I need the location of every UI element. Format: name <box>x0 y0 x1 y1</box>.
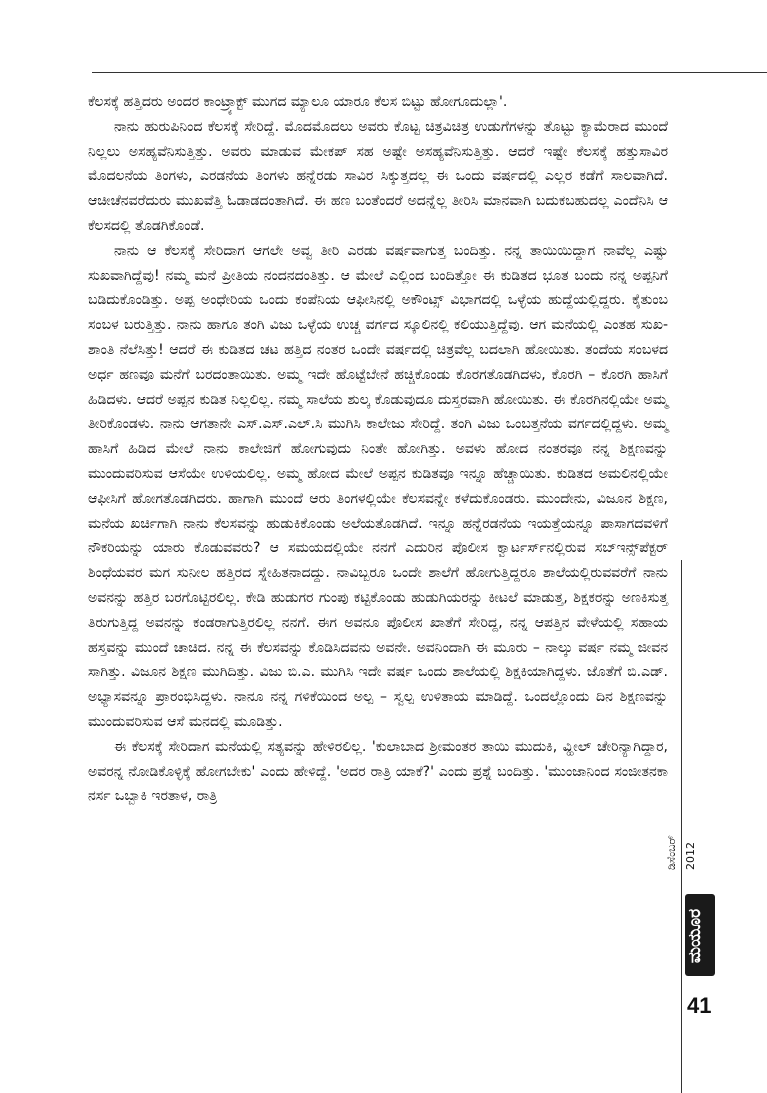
issue-year: 2012 <box>684 842 697 870</box>
paragraph: ಕೆಲಸಕ್ಕೆ ಹತ್ತಿದರು ಅಂದರ ಕಾಂಟ್ರ್ಯಾಕ್ಟ್ ಮುಗದ ಮ್ಯಾಲೂ ಯಾರೂ ಕೆಲಸ ಬಿಟ್ಟು ಹೋಗೂದುಲ್ಲಾ'. <box>88 94 508 110</box>
paragraph: ನಾನು ಆ ಕೆಲಸಕ್ಕೆ ಸೇರಿದಾಗ ಆಗಲೇ ಅವ್ವ ತೀರಿ ಎರಡು ವರ್ಷವಾಗುತ್ತ ಬಂದಿತ್ತು. ನನ್ನ ತಾಯಿಯಿದ್ದಾಗ ನಾವೆಲ್ಲ ಎಷ್ಟು ಸುಖವಾಗಿದ್ದೆವು! ನಮ್ಮ ಮನೆ ಪ್ರೀತಿಯ ನಂದನದಂತಿತ್ತು. ಆ ಮೇಲೆ ಎಲ್ಲಿಂದ ಬಂದಿತ್ತೋ ಈ ಕುಡಿತದ ಭೂತ ಬಂದು ನನ್ನ ಅಪ್ಪನಿಗೆ ಬಡಿದುಕೊಂಡಿತ್ತು. ಅಪ್ಪ ಅಂಧೇರಿಯ ಒಂದು ಕಂಪೆನಿಯ ಆಫೀಸಿನಲ್ಲಿ ಅಕೌಂಟ್ಸ್ ವಿಭಾಗದಲ್ಲಿ ಒಳ್ಳೆಯ ಹುದ್ದೆಯಲ್ಲಿದ್ದರು. ಕೈತುಂಬ ಸಂಬಳ ಬರುತ್ತಿತ್ತು. ನಾನು ಹಾಗೂ ತಂಗಿ ವಿಜು ಒಳ್ಳೆಯ ಉಚ್ಚ ವರ್ಗದ ಸ್ಕೂಲಿನಲ್ಲಿ ಕಲಿಯುತ್ತಿದ್ದೆವು. ಆಗ ಮನೆಯಲ್ಲಿ ಎಂತಹ ಸುಖ-ಶಾಂತಿ ನೆಲೆಸಿತ್ತು! ಆದರೆ ಈ ಕುಡಿತದ ಚಟ ಹತ್ತಿದ ನಂತರ ಒಂದೇ ವರ್ಷದಲ್ಲಿ ಚಿತ್ರವೆಲ್ಲ ಬದಲಾಗಿ ಹೋಯಿತು. ತಂದೆಯ ಸಂಬಳದ ಅರ್ಧ ಹಣವೂ ಮನೆಗೆ ಬರದಂತಾಯಿತು. ಅಮ್ಮ ಇದೇ ಹೊಟ್ಟೆಬೇನೆ ಹಚ್ಚಿಕೊಂಡು ಕೊರಗತೊಡಗಿದಳು, ಕೊರಗಿ – ಕೊರಗಿ ಹಾಸಿಗೆ ಹಿಡಿದಳು. ಆದರೆ ಅಪ್ಪನ ಕುಡಿತ ನಿಲ್ಲಲಿಲ್ಲ. ನಮ್ಮ ಸಾಲೆಯ ಶುಲ್ಕ ಕೊಡುವುದೂ ದುಸ್ತರವಾಗಿ ಹೋಯಿತು. ಈ ಕೊರಗಿನಲ್ಲಿಯೇ ಅಮ್ಮ ತೀರಿಕೊಂಡಳು. ನಾನು ಆಗತಾನೇ ಎಸ್.ಎಸ್.ಎಲ್.ಸಿ ಮುಗಿಸಿ ಕಾಲೇಜು ಸೇರಿದ್ದೆ. ತಂಗಿ ವಿಜು ಒಂಬತ್ತನೆಯ ವರ್ಗದಲ್ಲಿದ್ದಳು. ಅಮ್ಮ ಹಾಸಿಗೆ ಹಿಡಿದ ಮೇಲೆ ನಾನು ಕಾಲೇಜಿಗೆ ಹೋಗುವುದು ನಿಂತೇ ಹೋಗಿತ್ತು. ಅವಳು ಹೋದ ನಂತರವೂ ನನ್ನ ಶಿಕ್ಷಣವನ್ನು ಮುಂದುವರಿಸುವ ಆಸೆಯೇ ಉಳಿಯಲಿಲ್ಲ. ಅಮ್ಮ ಹೋದ ಮೇಲೆ ಅಪ್ಪನ ಕುಡಿತವೂ ಇನ್ನೂ ಹೆಚ್ಚಾಯಿತು. ಕುಡಿತದ ಅಮಲಿನಲ್ಲಿಯೇ ಆಫೀಸಿಗೆ ಹೋಗತೊಡಗಿದರು. ಹಾಗಾಗಿ ಮುಂದೆ ಆರು ತಿಂಗಳಲ್ಲಿಯೇ ಕೆಲಸವನ್ನೇ ಕಳೆದುಕೊಂಡರು. ಮುಂದೇನು, ವಿಜೂನ ಶಿಕ್ಷಣ, ಮನೆಯ ಖರ್ಚಿಗಾಗಿ ನಾನು ಕೆಲಸವನ್ನು ಹುಡುಕಿಕೊಂಡು ಅಲೆಯತೊಡಗಿದೆ. ಇನ್ನೂ ಹನ್ನೆರಡನೆಯ ಇಯತ್ತೆಯನ್ನೂ ಪಾಸಾಗದವಳಿಗೆ ನೌಕರಿಯನ್ನು ಯಾರು ಕೊಡುವವರು? ಆ ಸಮಯದಲ್ಲಿಯೇ ನನಗೆ ಎದುರಿನ ಪೊಲೀಸ ಕ್ವಾರ್ಟರ್ಸ್‌ನಲ್ಲಿರುವ ಸಬ್‌ಇನ್ಸ್‌ಪೆಕ್ಟರ್ ಶಿಂಧೆಯವರ ಮಗ ಸುನೀಲ ಹತ್ತಿರದ ಸ್ನೇಹಿತನಾದದ್ದು. ನಾವಿಬ್ಬರೂ ಒಂದೇ ಶಾಲೆಗೆ ಹೋಗುತ್ತಿದ್ದರೂ ಶಾಲೆಯಲ್ಲಿರುವವರೆಗೆ ನಾನು ಅವನನ್ನು ಹತ್ತಿರ ಬರಗೊಟ್ಟಿರಲಿಲ್ಲ. ಕೇಡಿ ಹುಡುಗರ ಗುಂಪು ಕಟ್ಟಿಕೊಂಡು ಹುಡುಗಿಯರನ್ನು ಕೀಟಲೆ ಮಾಡುತ್ತ, ಶಿಕ್ಷಕರನ್ನು ಅಣಕಿಸುತ್ತ ತಿರುಗುತ್ತಿದ್ದ ಅವನನ್ನು ಕಂಡರಾಗುತ್ತಿರಲಿಲ್ಲ ನನಗೆ. ಈಗ ಅವನೂ ಪೊಲೀಸ ಖಾತೆಗೆ ಸೇರಿದ್ದ, ನನ್ನ ಆಪತ್ತಿನ ವೇಳೆಯಲ್ಲಿ ಸಹಾಯ ಹಸ್ತವನ್ನು ಮುಂದೆ ಚಾಚಿದ. ನನ್ನ ಈ ಕೆಲಸವನ್ನು ಕೊಡಿಸಿದವನು ಅವನೇ. ಅವನಿಂದಾಗಿ ಈ ಮೂರು – ನಾಲ್ಕು ವರ್ಷ ನಮ್ಮ ಜೀವನ ಸಾಗಿತ್ತು. ವಿಜೂನ ಶಿಕ್ಷಣ ಮುಗಿದಿತ್ತು. ವಿಜು ಬಿ.ಎ. ಮುಗಿಸಿ ಇದೇ ವರ್ಷ ಒಂದು ಶಾಲೆಯಲ್ಲಿ ಶಿಕ್ಷಕಿಯಾಗಿದ್ದಳು. ಜೊತೆಗೆ ಬಿ.ಎಡ್. ಅಭ್ಯಾಸವನ್ನೂ ಪ್ರಾರಂಭಿಸಿದ್ದಳು. ನಾನೂ ನನ್ನ ಗಳಿಕೆಯಿಂದ ಅಲ್ಪ – ಸ್ವಲ್ಪ ಉಳಿತಾಯ ಮಾಡಿದ್ದೆ. ಒಂದಲ್ಲೊಂದು ದಿನ ಶಿಕ್ಷಣವನ್ನು ಮುಂದುವರಿಸುವ ಆಸೆ ಮನದಲ್ಲಿ ಮೂಡಿತ್ತು. <box>88 242 668 730</box>
page-number: 41 <box>687 993 712 1018</box>
header-rule <box>92 72 767 73</box>
issue-date <box>660 835 718 870</box>
logo-wordmark: ಮಯೂರ <box>685 908 705 964</box>
margin-rule <box>681 560 682 1093</box>
paragraph: ನಾನು ಹುರುಪಿನಿಂದ ಕೆಲಸಕ್ಕೆ ಸೇರಿದ್ದೆ. ಮೊದಮೊದಲು ಅವರು ಕೊಟ್ಟ ಚಿತ್ರವಿಚಿತ್ರ ಉಡುಗೆಗಳನ್ನು ತೊಟ್ಟು ಕ್ಯಾಮೆರಾದ ಮುಂದೆ ನಿಲ್ಲಲು ಅಸಹ್ಯವೆನಿಸುತ್ತಿತ್ತು. ಅವರು ಮಾಡುವ ಮೇಕಪ್ ಸಹ ಅಷ್ಟೇ ಅಸಹ್ಯವೆನಿಸುತ್ತಿತ್ತು. ಆದರೆ ಇಷ್ಟೇ ಕೆಲಸಕ್ಕೆ ಹತ್ತುಸಾವಿರ ಮೊದಲನೆಯ ತಿಂಗಳು, ಎರಡನೆಯ ತಿಂಗಳು ಹನ್ನೆರಡು ಸಾವಿರ ಸಿಕ್ಕುತ್ತದಲ್ಲ ಈ ಒಂದು ವರ್ಷದಲ್ಲಿ ಎಲ್ಲರ ಕಡೆಗೆ ಸಾಲವಾಗಿದೆ. ಆಚೀಚೆನವರೆದುರು ಮುಖವೆತ್ತಿ ಓಡಾಡದಂತಾಗಿದೆ. ಈ ಹಣ ಬಂತೆಂದರೆ ಅದನ್ನೆಲ್ಲ ತೀರಿಸಿ ಮಾನವಾಗಿ ಬದುಕಬಹುದಲ್ಲ ಎಂದೆನಿಸಿ ಆ ಕೆಲಸದಲ್ಲಿ ತೊಡಗಿಕೊಂಡೆ. <box>88 118 668 234</box>
paragraph: ಈ ಕೆಲಸಕ್ಕೆ ಸೇರಿದಾಗ ಮನೆಯಲ್ಲಿ ಸತ್ಯವನ್ನು ಹೇಳಿರಲಿಲ್ಲ. 'ಕುಲಾಬಾದ ಶ್ರೀಮಂತರ ತಾಯಿ ಮುದುಕಿ, ವ್ಹೀಲ್ ಚೇರಿನ್ಯಾಗಿದ್ದಾರ, ಅವರನ್ನ ನೋಡಿಕೊಳ್ಳಿಕ್ಕೆ ಹೋಗಬೇಕು' ಎಂದು ಹೇಳಿದ್ದೆ. 'ಅದರ ರಾತ್ರಿ ಯಾಕೆ?' ಎಂದು ಪ್ರಶ್ನೆ ಬಂದಿತ್ತು. 'ಮುಂಜಾನಿಂದ ಸಂಜೀತನಕಾ ನರ್ಸ ಒಬ್ಬಾಕಿ ಇರತಾಳ, ರಾತ್ರಿ <box>88 738 668 805</box>
mayura-logo <box>683 892 717 978</box>
issue-month: ಡಿಸೆಂಬರ್ <box>665 835 678 870</box>
article-body <box>88 90 668 809</box>
magazine-masthead <box>665 830 717 980</box>
